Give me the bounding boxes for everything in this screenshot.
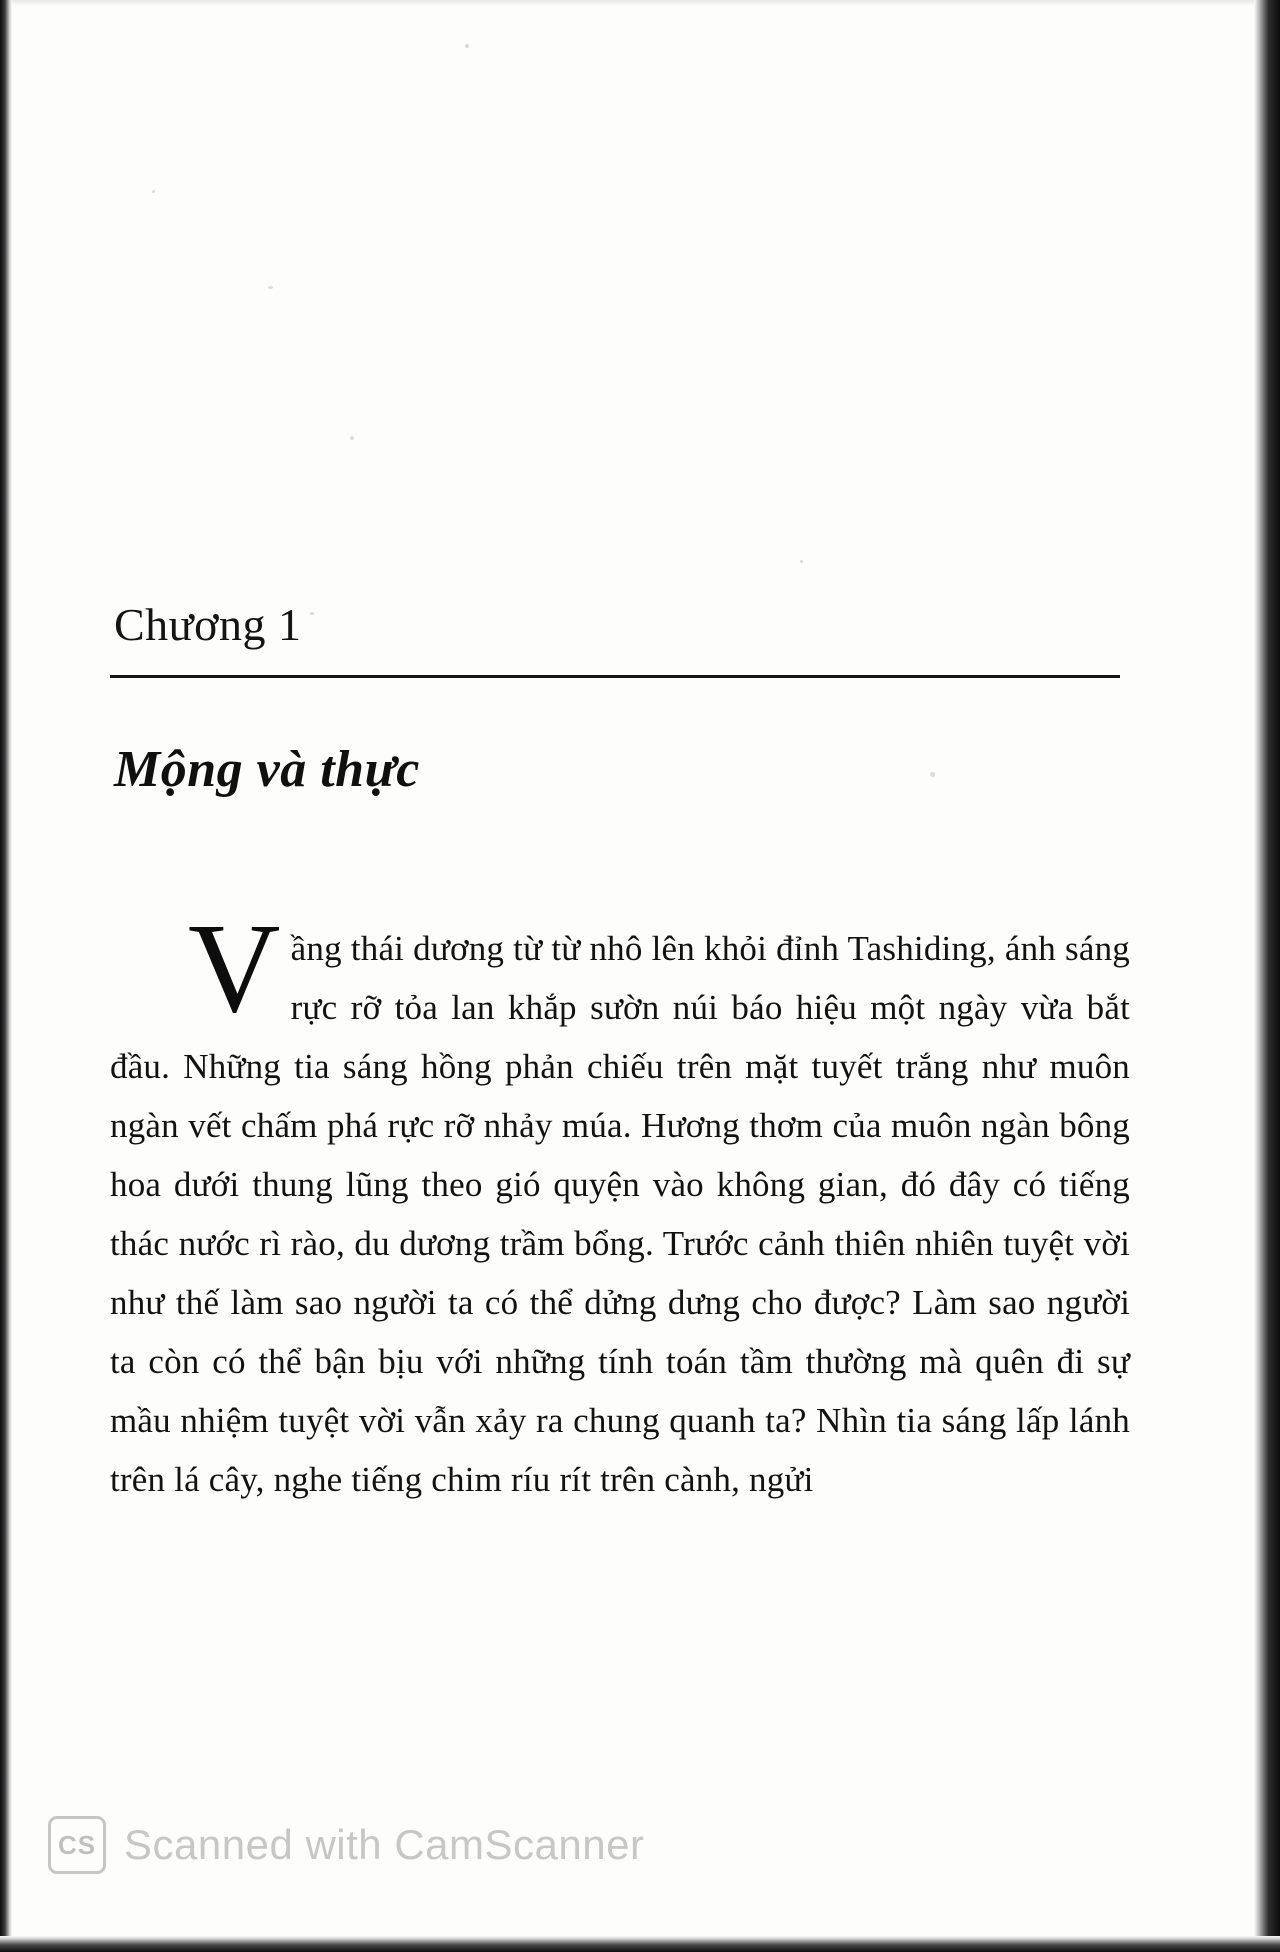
scan-speckle — [152, 190, 155, 193]
page-edge-bottom — [0, 1936, 1280, 1952]
body-paragraph: ầng thái dương từ từ nhô lên khỏi đỉnh Tashiding, ánh sáng rực rỡ tỏa lan khắp sườn núi báo hiệu một ngày vừa bắt đầu. Những tia sáng hồng phản chiếu trên mặt tuyết trắng như muôn ngàn vết chấm phá rực rỡ nhảy múa. Hương thơm của muôn ngàn bông hoa dưới thung lũng theo gió quyện vào không gian, đó đây có tiếng thác nước rì rào, du dương trầm bổng. Trước cảnh thiên nhiên tuyệt vời như thế làm sao người ta có thể dửng dưng cho được? Làm sao người ta còn có thể bận bịu với những tính toán tầm thường mà quên đi sự mầu nhiệm tuyệt vời vẫn xảy ra chung quanh ta? Nhìn tia sáng lấp lánh trên lá cây, nghe tiếng chim ríu rít trên cành, ngửi — [110, 928, 1130, 1499]
chapter-label: Chương 1 — [114, 599, 302, 650]
scan-speckle — [268, 286, 273, 289]
page-edge-left — [0, 0, 12, 1952]
scan-speckle — [465, 44, 469, 48]
camscanner-badge-icon: CS — [48, 1816, 106, 1874]
chapter-title: Mộng và thực — [114, 740, 420, 798]
chapter-divider — [110, 675, 1120, 678]
page-edge-top — [0, 0, 1280, 6]
text-column — [110, 600, 1130, 1509]
page-edge-right — [1254, 0, 1280, 1952]
scan-speckle — [800, 560, 803, 563]
scan-speckle — [350, 436, 354, 440]
camscanner-watermark — [48, 1816, 644, 1874]
drop-cap: V — [188, 896, 281, 1039]
camscanner-watermark-text: Scanned with CamScanner — [124, 1821, 645, 1868]
body-text-block — [110, 896, 1130, 1509]
